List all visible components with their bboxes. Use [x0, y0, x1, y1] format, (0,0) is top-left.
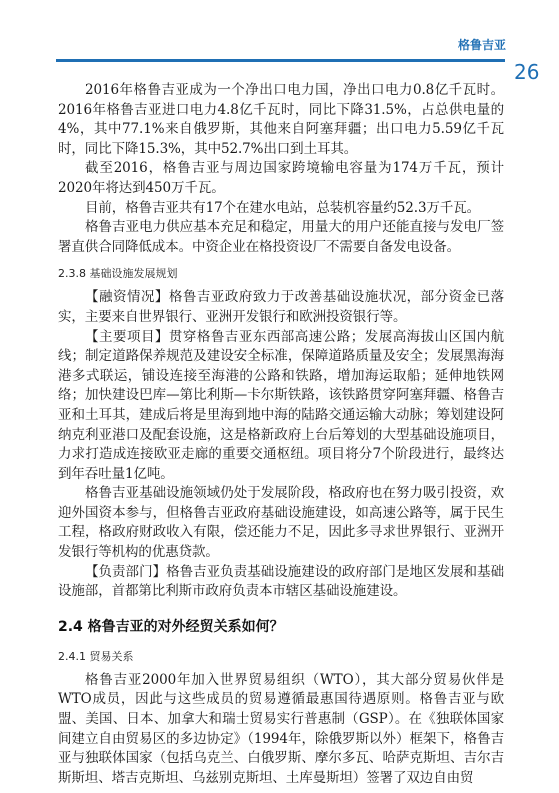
paragraph-power-supply: 格鲁吉亚电力供应基本充足和稳定，用量大的用户还能直接与发电厂签署直供合同降低成本。中资企业在格投资设厂不需要自备发电设备。: [58, 219, 504, 255]
paragraph-responsible-dept: 【负责部门】格鲁吉亚负责基础设施建设的政府部门是地区发展和基础设施部，首都第比利斯市政府负责本市辖区基础设施建设。: [58, 563, 504, 600]
paragraph-transmission-capacity: 截至2016，格鲁吉亚与周边国家跨境输电容量为174万千瓦，预计2020年将达到450万千瓦。: [58, 160, 504, 196]
paragraph-trade-relations: 格鲁吉亚2000年加入世界贸易组织（WTO），其大部分贸易伙伴是WTO成员，因此与这些成员的贸易遵循最惠国待遇原则。格鲁吉亚与欧盟、美国、日本、加拿大和瑞士贸易实行普惠制（GSP）。在《独联体国家间建立自由贸易区的多边协定》（1994年，除俄罗斯以外）框架下，格鲁吉亚与独联体国家（包括乌克兰、白俄罗斯、摩尔多瓦、哈萨克斯坦、吉尔吉斯斯坦、塔吉克斯坦、乌兹别克斯坦、土库曼斯坦）签署了双边自由贸: [58, 671, 504, 786]
paragraph-main-projects: 【主要项目】贯穿格鲁吉亚东西部高速公路；发展高海拔山区国内航线；制定道路保养规范及建设安全标准，保障道路质量及安全；发展黑海海港多式联运，铺设连接至海港的公路和铁路，增加海运取船；延伸地铁网络；加快建设巴库—第比利斯—卡尔斯铁路，该铁路贯穿阿塞拜疆、格鲁吉亚和土耳其，建成后将是里海到地中海的陆路交通运输大动脉；筹划建设阿纳克利亚港口及配套设施，这是格新政府上台后筹划的大型基础设施项目，力求打造成连接欧亚走廊的重要交通枢纽。项目将分7个阶段进行，最终达到年吞吐量1亿吨。: [58, 328, 504, 482]
paragraph-electricity-trade: 2016年格鲁吉亚成为一个净出口电力国，净出口电力0.8亿千瓦时。2016年格鲁吉亚进口电力4.8亿千瓦时，同比下降31.5%，占总供电量的4%，其中77.1%来自俄罗斯，其他来自阿塞拜疆；出口电力5.59亿千瓦时，同比下降15.3%，其中52.7%出口到土耳其。: [58, 82, 504, 157]
section-heading-2-4: 2.4 格鲁吉亚的对外经贸关系如何？: [58, 618, 284, 635]
subsection-heading-2-3-8: 2.3.8 基础设施发展规划: [58, 267, 178, 281]
running-header-title: 格鲁吉亚: [458, 38, 507, 52]
header-rule: [56, 59, 505, 62]
page-number: 26: [514, 60, 540, 84]
subsection-heading-2-4-1: 2.4.1 贸易关系: [58, 649, 134, 663]
paragraph-financing: 【融资情况】格鲁吉亚政府致力于改善基础设施状况，部分资金已落实，主要来自世界银行、亚洲开发银行和欧洲投资银行等。: [58, 289, 504, 325]
paragraph-hydro-projects: 目前，格鲁吉亚共有17个在建水电站，总装机容量约52.3万千瓦。: [85, 199, 481, 216]
paragraph-investment: 格鲁吉亚基础设施领域仍处于发展阶段，格政府也在努力吸引投资，欢迎外国资本参与，但格鲁吉亚政府基础设施建设，如高速公路等，属于民生工程，格政府财政收入有限，偿还能力不足，因此多寻求世界银行、亚洲开发银行等机构的优惠贷款。: [58, 485, 504, 561]
page-body: [58, 81, 504, 788]
